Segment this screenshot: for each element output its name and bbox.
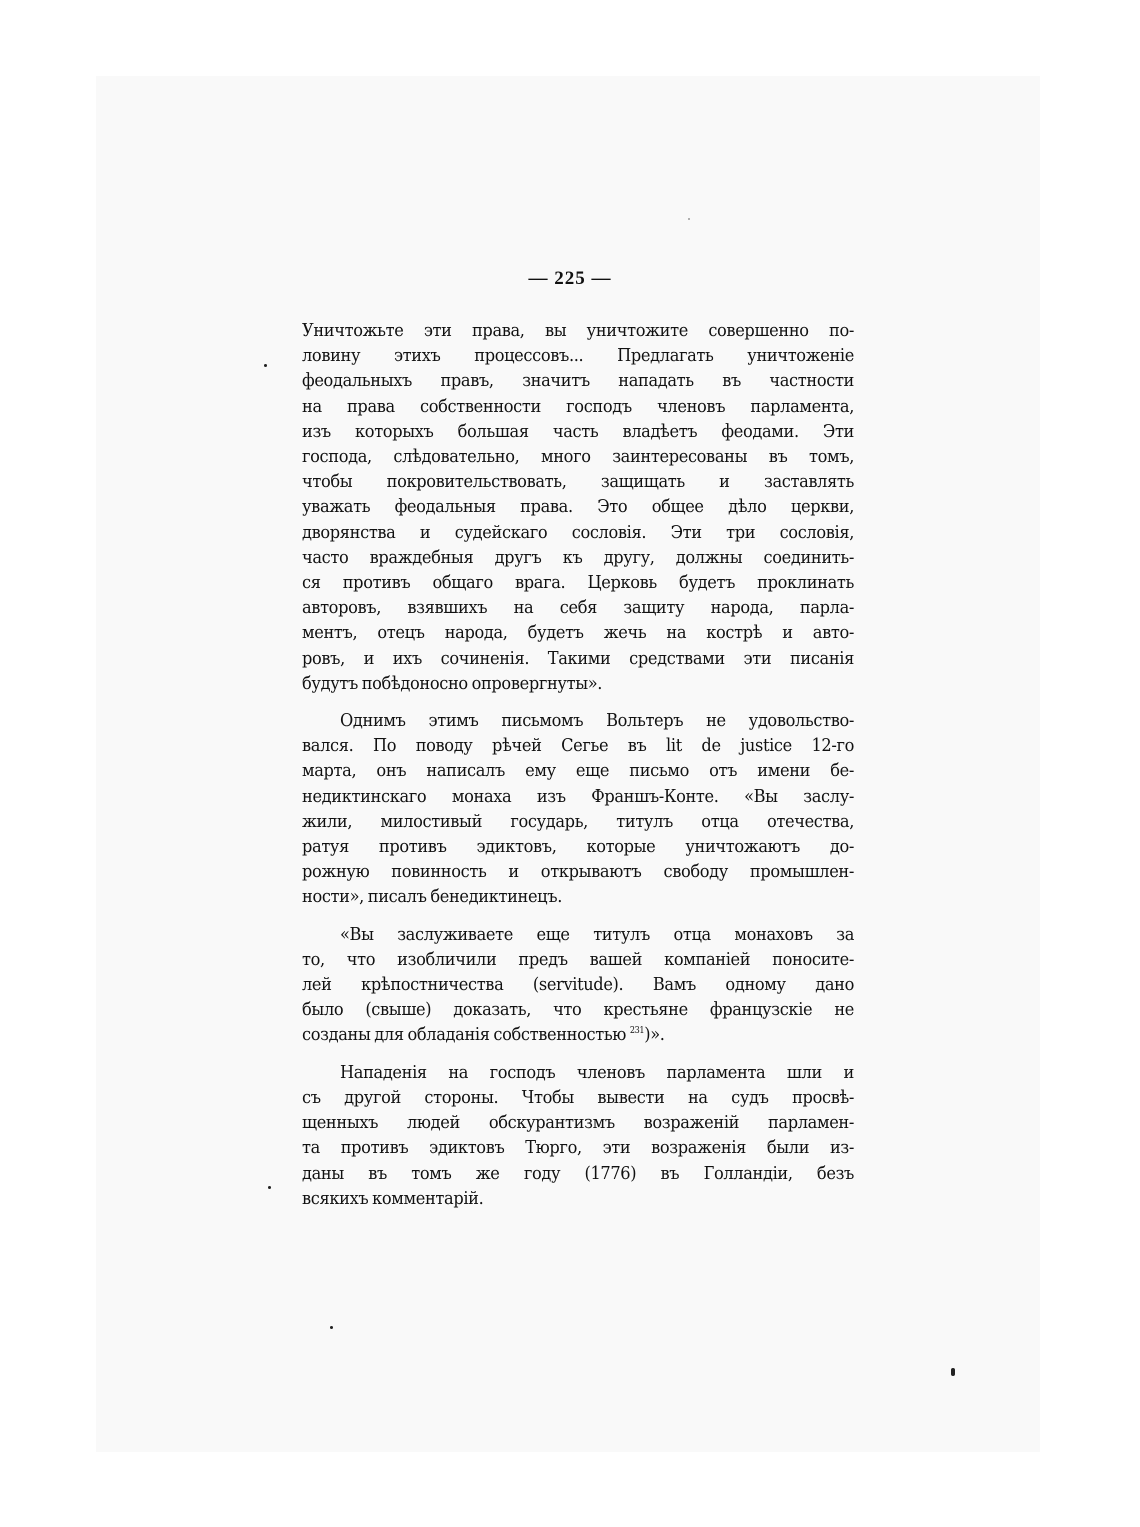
text-line: изъ которыхъ большая часть владѣетъ феодами. Эти	[302, 420, 854, 442]
text-line: авторовъ, взявшихъ на себя защиту народа, парла-	[302, 597, 854, 619]
text-line: ратуя противъ эдиктовъ, которые уничтожаютъ до-	[302, 836, 854, 858]
text-line: ментъ, отецъ народа, будетъ жечь на кострѣ и авто-	[302, 622, 854, 644]
page-number: — 225 —	[528, 268, 612, 289]
text-line: Однимъ этимъ письмомъ Вольтеръ не удовольство-	[340, 710, 854, 732]
text-line: часто враждебныя другъ къ другу, должны соединить-	[302, 546, 854, 568]
text-line: щенныхъ людей обскурантизмъ возраженій парламен-	[302, 1112, 854, 1134]
scan-speck	[330, 1326, 333, 1329]
text-line: Нападенія на господъ членовъ парламента шли и	[340, 1061, 854, 1083]
text-line: было (свыше) доказать, что крестьяне французскіе не	[302, 999, 854, 1021]
text-line: рожную повинность и открываютъ свободу промышлен-	[302, 861, 854, 883]
text-line: на права собственности господъ членовъ парламента,	[302, 395, 854, 417]
paragraph-3	[302, 922, 854, 1048]
paragraph-1	[302, 318, 854, 696]
scan-speck	[268, 1186, 271, 1189]
text-line: ровъ, и ихъ сочиненія. Такими средствами эти писанія	[302, 647, 854, 669]
text-line: лей крѣпостничества (servitude). Вамъ одному дано	[302, 974, 854, 996]
text-line: недиктинскаго монаха изъ Франшъ-Конте. «Вы заслу-	[302, 785, 854, 807]
text-line: то, что изобличили предъ вашей компаніей поносите-	[302, 948, 854, 970]
text-line: та противъ эдиктовъ Тюрго, эти возраженія были из-	[302, 1137, 854, 1159]
text-line: дворянства и судейскаго сословія. Эти три сословія,	[302, 521, 854, 543]
text-line: жили, милостивый государь, титулъ отца отечества,	[302, 810, 854, 832]
footnote-ref: 231	[629, 1026, 645, 1037]
body-text	[302, 318, 854, 1211]
text-line: чтобы покровительствовать, защищать и заставлять	[302, 471, 854, 493]
text-line: вался. По поводу рѣчей Сегье въ lit de justice 12-го	[302, 735, 854, 757]
text-line: ловину этихъ процессовъ... Предлагать уничтоженіе	[302, 345, 854, 367]
text-line: созданы для обладанія собственностью	[302, 1024, 627, 1046]
text-line: съ другой стороны. Чтобы вывести на судъ просвѣ-	[302, 1086, 854, 1108]
text-line: ности», писалъ бенедиктинецъ.	[302, 886, 562, 908]
text-line: «Вы заслуживаете еще титулъ отца монаховъ за	[340, 923, 854, 945]
scan-speck	[264, 364, 267, 367]
text-line: будутъ побѣдоносно опровергнуты».	[302, 672, 603, 694]
paragraph-4	[302, 1060, 854, 1211]
quote-ending: )».	[644, 1024, 665, 1046]
text-line: даны въ томъ же году (1776) въ Голландіи, безъ	[302, 1162, 854, 1184]
paragraph-2	[302, 708, 854, 910]
text-line: феодальныхъ правъ, значитъ нападать въ частности	[302, 370, 854, 392]
text-line: ся противъ общаго врага. Церковь будетъ проклинать	[302, 572, 854, 594]
text-line-with-footnote	[302, 1022, 854, 1047]
scan-speck	[951, 1368, 955, 1376]
text-line: всякихъ комментарій.	[302, 1187, 484, 1209]
text-line: марта, онъ написалъ ему еще письмо отъ имени бе-	[302, 760, 854, 782]
scan-speck	[688, 218, 690, 220]
text-line: господа, слѣдовательно, много заинтересованы въ томъ,	[302, 446, 854, 468]
text-line: уважать феодальныя права. Это общее дѣло церкви,	[302, 496, 854, 518]
text-line: Уничтожьте эти права, вы уничтожите совершенно по-	[302, 320, 854, 341]
